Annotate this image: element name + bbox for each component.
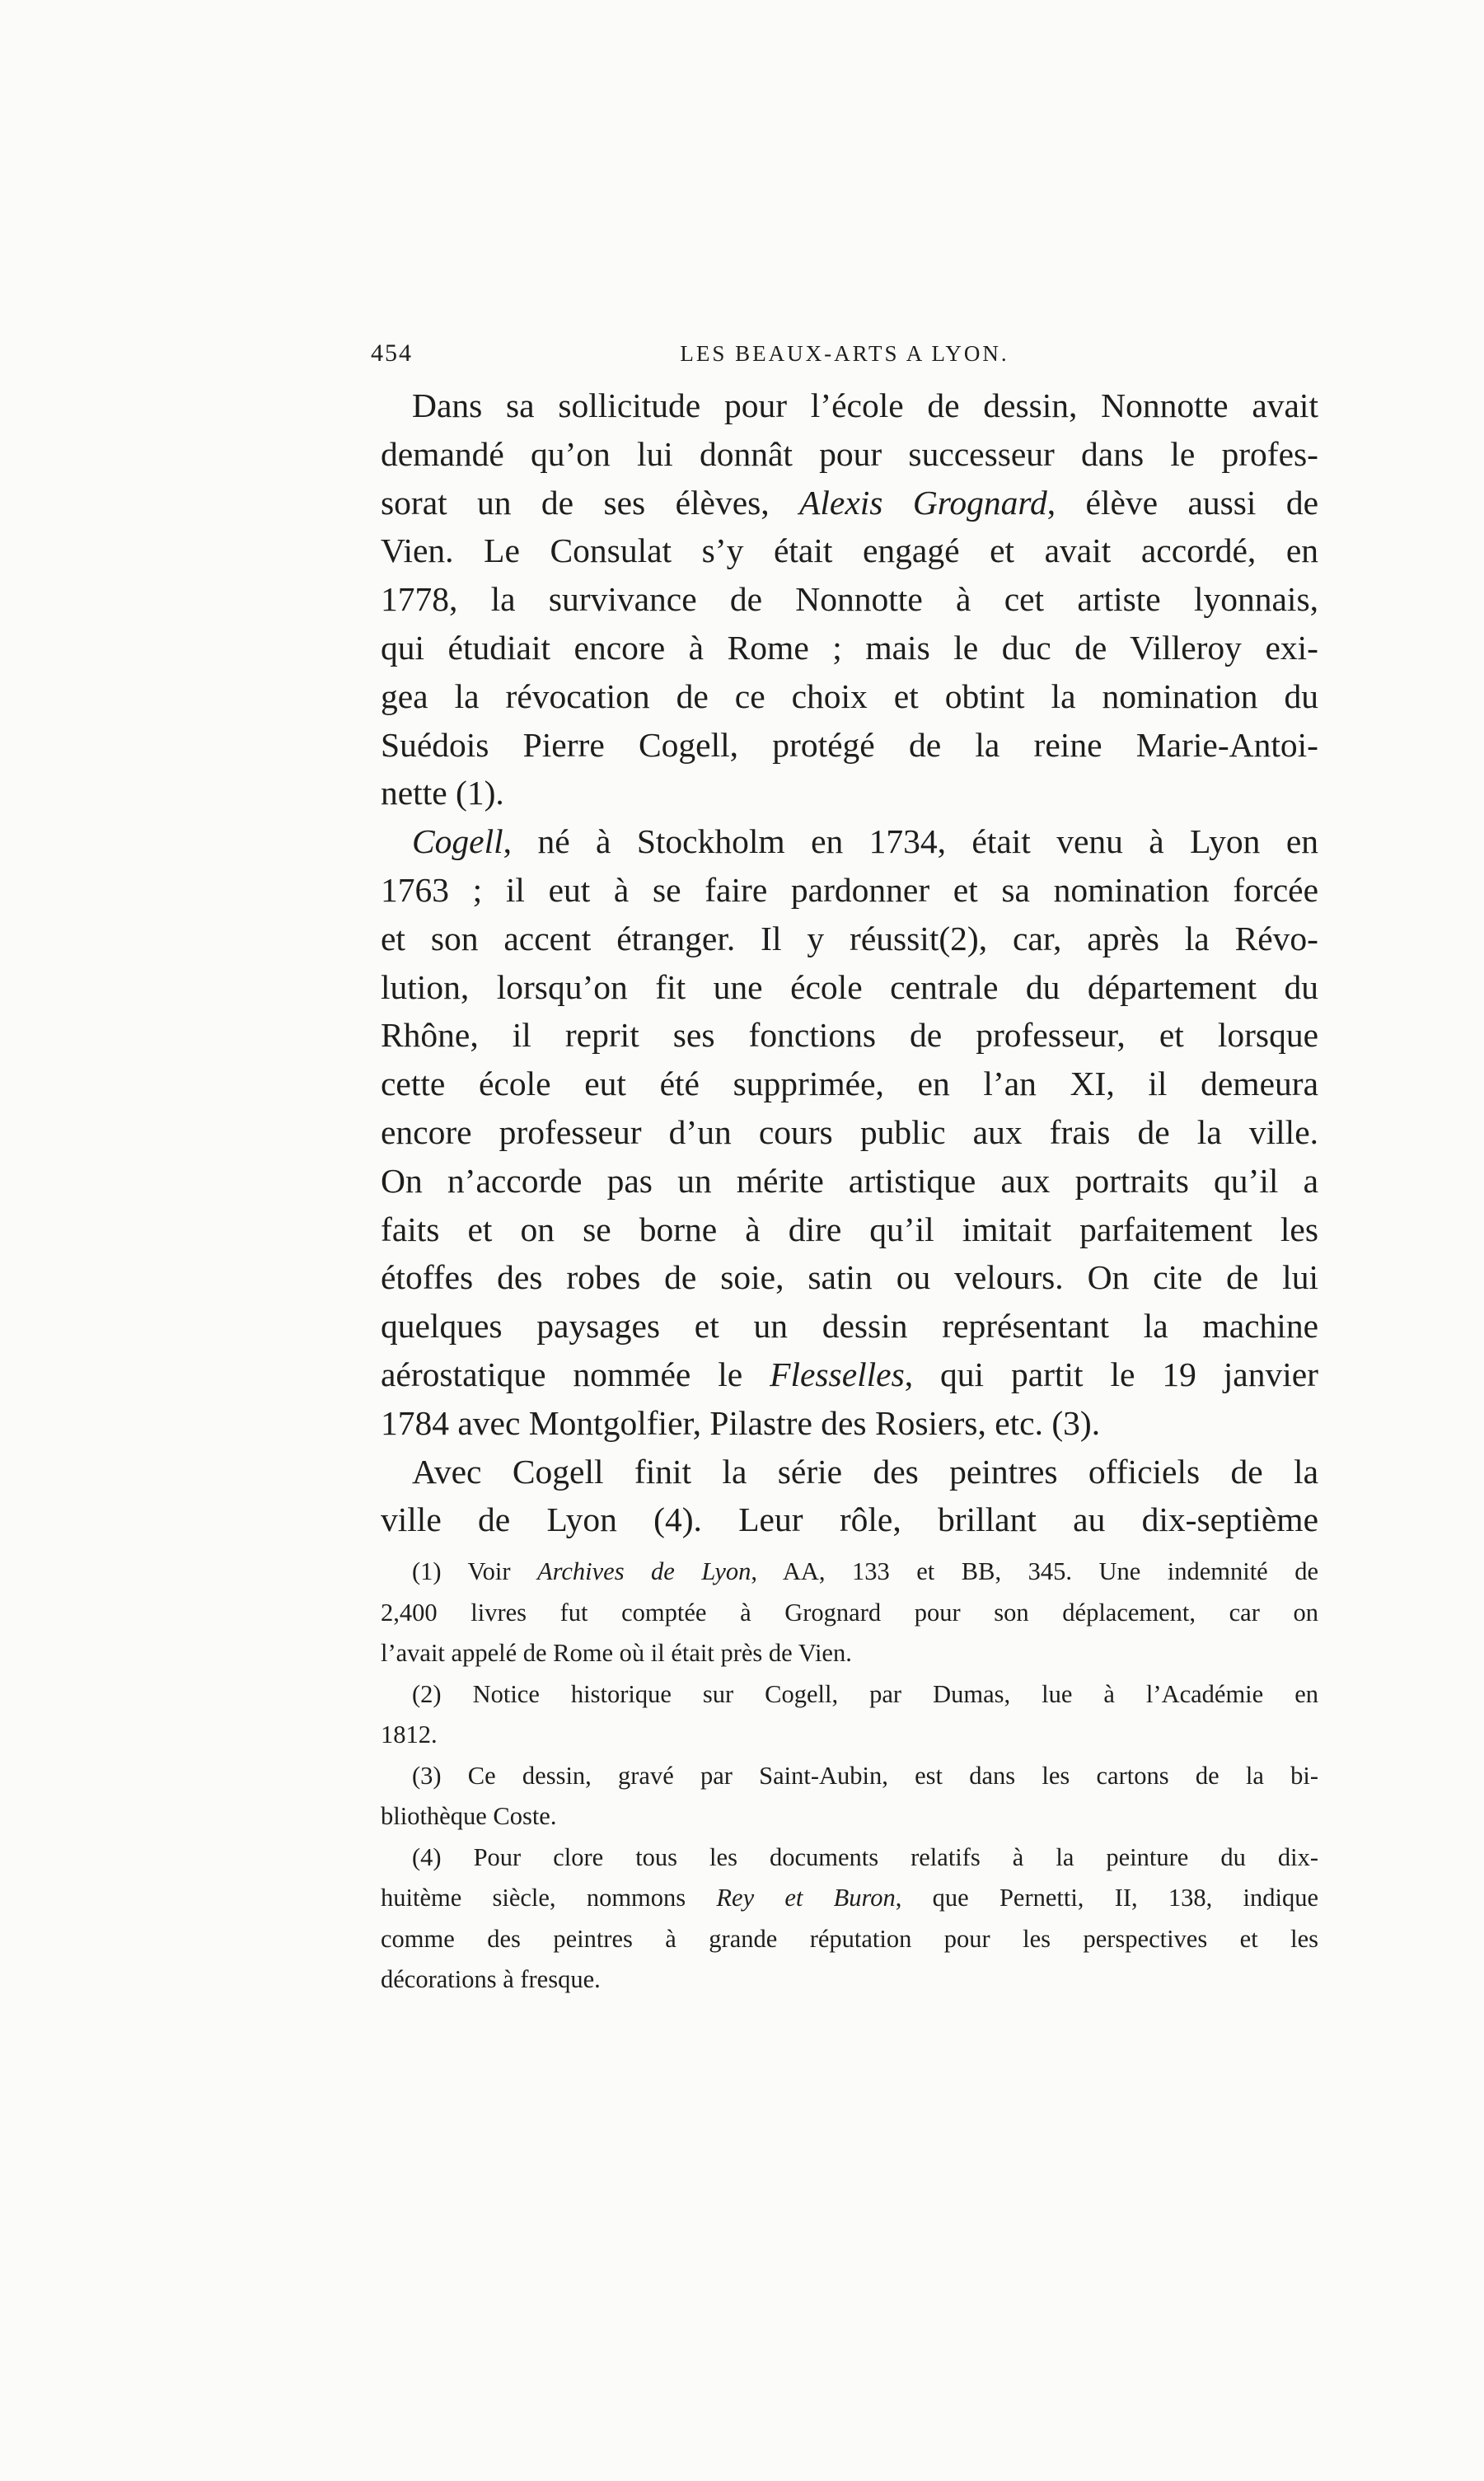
text-line: Avec Cogell finit la série des peintres officiels de la xyxy=(412,1452,1318,1491)
text-line: quelques paysages et un dessin représentant la machine xyxy=(381,1307,1318,1346)
text-line: 1784 avec Montgolfier, Pilastre des Rosiers, etc. (3). xyxy=(381,1403,1101,1442)
page-number: 454 xyxy=(371,339,413,367)
footnote-line: comme des peintres à grande réputation pour les perspectives et les xyxy=(381,1924,1318,1953)
italic-name: Alexis Grognard xyxy=(799,483,1047,522)
text-line: On n’accorde pas un mérite artistique aux portraits qu’il a xyxy=(381,1161,1318,1200)
body-text xyxy=(381,382,1318,1544)
text-line: encore professeur d’un cours public aux frais de la ville. xyxy=(381,1112,1318,1151)
footnotes xyxy=(381,1552,1318,2001)
text-line: Dans sa sollicitude pour l’école de dessin, Nonnotte avait xyxy=(412,386,1318,424)
text-line: lution, lorsqu’on fit une école centrale du département du xyxy=(381,967,1318,1006)
text-line: étoffes des robes de soie, satin ou velours. On cite de lui xyxy=(381,1258,1318,1297)
text-line: 1763 ; il eut à se faire pardonner et sa nomination forcée xyxy=(381,870,1318,909)
text-line: Cogell, né à Stockholm en 1734, était venu à Lyon en xyxy=(412,822,1318,861)
text-line: gea la révocation de ce choix et obtint la nomination du xyxy=(381,676,1318,715)
text-line: et son accent étranger. Il y réussit(2), car, après la Révo- xyxy=(381,919,1318,957)
text-line: aérostatique nommée le Flesselles, qui partit le 19 janvier xyxy=(381,1355,1318,1393)
text-line: ville de Lyon (4). Leur rôle, brillant au dix-septième xyxy=(381,1500,1318,1539)
text-line: 1778, la survivance de Nonnotte à cet artiste lyonnais, xyxy=(381,580,1318,619)
footnote-line: huitème siècle, nommons Rey et Buron, que Pernetti, II, 138, indique xyxy=(381,1884,1319,1912)
footnote-line: 1812. xyxy=(381,1720,438,1748)
italic-name: Flesselles xyxy=(770,1355,905,1393)
footnote-line: 2,400 livres fut comptée à Grognard pour son déplacement, car on xyxy=(381,1598,1318,1627)
footnote-line: l’avait appelé de Rome où il était près de Vien. xyxy=(381,1639,852,1667)
text-line: faits et on se borne à dire qu’il imitait parfaitement les xyxy=(381,1210,1318,1248)
footnote-line: bliothèque Coste. xyxy=(381,1802,557,1830)
text-line: sorat un de ses élèves, Alexis Grognard, élève aussi de xyxy=(381,483,1319,522)
text-line: Suédois Pierre Cogell, protégé de la reine Marie-Antoi- xyxy=(381,725,1318,764)
footnote-line: (1) Voir Archives de Lyon, AA, 133 et BB, 345. Une indemnité de xyxy=(412,1557,1318,1585)
text-line: qui étudiait encore à Rome ; mais le duc de Villeroy exi- xyxy=(381,628,1318,667)
running-title: LES BEAUX-ARTS A LYON. xyxy=(680,341,1009,366)
text-line: nette (1). xyxy=(381,774,504,812)
text-line: cette école eut été supprimée, en l’an XI, il demeura xyxy=(381,1065,1318,1103)
text-line: Rhône, il reprit ses fonctions de professeur, et lorsque xyxy=(381,1016,1318,1055)
footnote-line: (3) Ce dessin, gravé par Saint-Aubin, est dans les cartons de la bi- xyxy=(412,1761,1318,1790)
footnote-line: (2) Notice historique sur Cogell, par Dumas, lue à l’Académie en xyxy=(412,1679,1318,1708)
text-line: Vien. Le Consulat s’y était engagé et avait accordé, en xyxy=(381,531,1318,570)
text-line: demandé qu’on lui donnât pour successeur dans le profes- xyxy=(381,434,1318,473)
footnote-line: décorations à fresque. xyxy=(381,1965,601,1993)
italic-name: Cogell xyxy=(412,822,503,861)
footnote-line: (4) Pour clore tous les documents relatifs à la peinture du dix- xyxy=(412,1842,1318,1871)
